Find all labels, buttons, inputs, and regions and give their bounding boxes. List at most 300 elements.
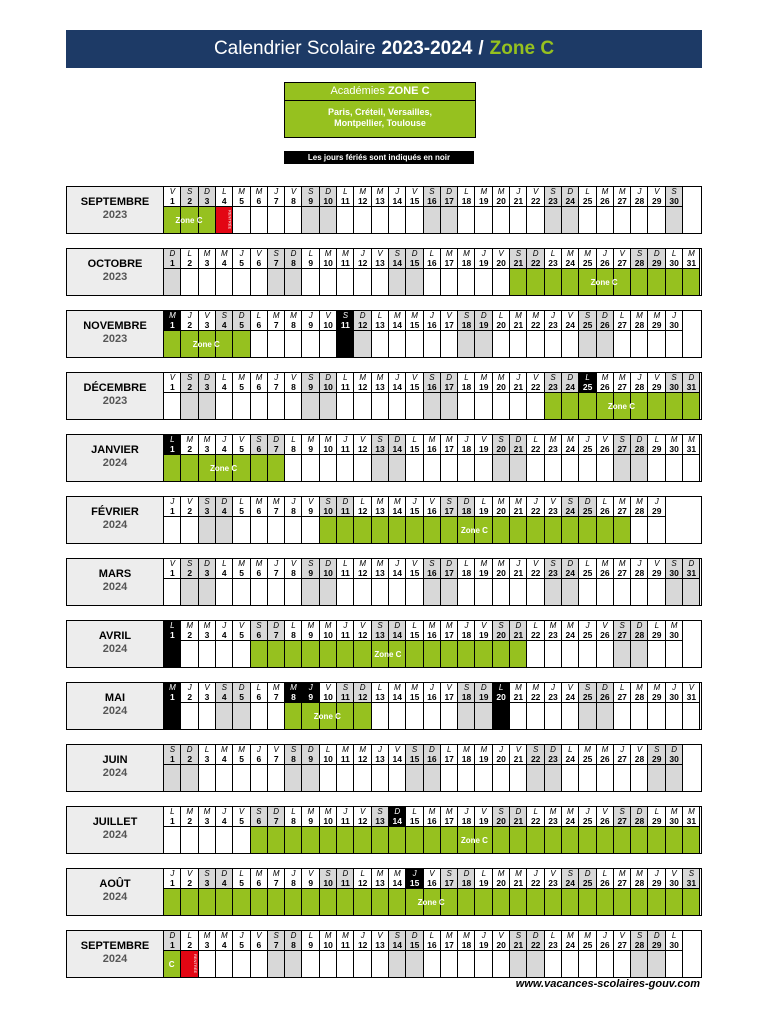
day-cell[interactable] bbox=[336, 373, 354, 419]
day-cell[interactable] bbox=[163, 931, 181, 977]
day-cell[interactable] bbox=[405, 497, 423, 543]
day-cell[interactable] bbox=[301, 559, 319, 605]
day-cell[interactable] bbox=[232, 187, 250, 233]
day-cell[interactable] bbox=[509, 683, 527, 729]
day-cell[interactable] bbox=[319, 745, 337, 791]
day-cell[interactable] bbox=[423, 869, 441, 915]
day-cell[interactable] bbox=[630, 497, 648, 543]
day-cell[interactable] bbox=[561, 497, 579, 543]
day-cell[interactable] bbox=[336, 435, 354, 481]
day-cell[interactable] bbox=[319, 621, 337, 667]
day-cell[interactable] bbox=[180, 931, 198, 977]
day-cell[interactable] bbox=[284, 187, 302, 233]
day-cell[interactable] bbox=[509, 497, 527, 543]
day-cell[interactable] bbox=[630, 683, 648, 729]
day-cell[interactable] bbox=[613, 869, 631, 915]
day-cell[interactable] bbox=[301, 187, 319, 233]
day-cell[interactable] bbox=[267, 187, 285, 233]
day-cell[interactable] bbox=[596, 373, 614, 419]
day-cell[interactable] bbox=[474, 745, 492, 791]
day-cell[interactable] bbox=[509, 869, 527, 915]
day-cell[interactable] bbox=[319, 311, 337, 357]
day-cell[interactable] bbox=[613, 745, 631, 791]
day-cell[interactable] bbox=[423, 559, 441, 605]
day-cell[interactable] bbox=[561, 683, 579, 729]
day-cell[interactable] bbox=[647, 869, 665, 915]
day-cell[interactable] bbox=[198, 621, 216, 667]
day-cell[interactable] bbox=[353, 745, 371, 791]
day-cell[interactable] bbox=[301, 683, 319, 729]
day-cell[interactable] bbox=[509, 559, 527, 605]
day-cell[interactable] bbox=[371, 249, 389, 295]
day-cell[interactable] bbox=[457, 187, 475, 233]
day-cell[interactable] bbox=[319, 373, 337, 419]
day-cell[interactable] bbox=[630, 931, 648, 977]
day-cell[interactable] bbox=[180, 559, 198, 605]
day-cell[interactable] bbox=[198, 497, 216, 543]
day-cell[interactable] bbox=[457, 683, 475, 729]
day-cell[interactable] bbox=[474, 187, 492, 233]
day-cell[interactable] bbox=[423, 373, 441, 419]
day-cell[interactable] bbox=[250, 745, 268, 791]
day-cell[interactable] bbox=[647, 311, 665, 357]
day-cell[interactable] bbox=[180, 187, 198, 233]
day-cell[interactable] bbox=[630, 745, 648, 791]
day-cell[interactable] bbox=[371, 621, 389, 667]
day-cell[interactable] bbox=[596, 497, 614, 543]
day-cell[interactable] bbox=[561, 807, 579, 853]
day-cell[interactable] bbox=[163, 559, 181, 605]
day-cell[interactable] bbox=[319, 931, 337, 977]
day-cell[interactable] bbox=[440, 187, 458, 233]
day-cell[interactable] bbox=[163, 187, 181, 233]
day-cell[interactable] bbox=[371, 745, 389, 791]
day-cell[interactable] bbox=[682, 683, 700, 729]
day-cell[interactable] bbox=[561, 311, 579, 357]
day-cell[interactable] bbox=[284, 373, 302, 419]
day-cell[interactable] bbox=[596, 435, 614, 481]
day-cell[interactable] bbox=[544, 931, 562, 977]
day-cell[interactable] bbox=[232, 869, 250, 915]
day-cell[interactable] bbox=[474, 931, 492, 977]
day-cell[interactable] bbox=[198, 435, 216, 481]
day-cell[interactable] bbox=[232, 931, 250, 977]
day-cell[interactable] bbox=[440, 311, 458, 357]
day-cell[interactable] bbox=[388, 807, 406, 853]
day-cell[interactable] bbox=[163, 249, 181, 295]
day-cell[interactable] bbox=[596, 807, 614, 853]
day-cell[interactable] bbox=[578, 187, 596, 233]
day-cell[interactable] bbox=[526, 621, 544, 667]
day-cell[interactable] bbox=[526, 683, 544, 729]
day-cell[interactable] bbox=[423, 807, 441, 853]
day-cell[interactable] bbox=[578, 683, 596, 729]
day-cell[interactable] bbox=[198, 249, 216, 295]
day-cell[interactable] bbox=[526, 373, 544, 419]
day-cell[interactable] bbox=[198, 807, 216, 853]
day-cell[interactable] bbox=[267, 435, 285, 481]
day-cell[interactable] bbox=[250, 311, 268, 357]
day-cell[interactable] bbox=[405, 311, 423, 357]
day-cell[interactable] bbox=[509, 435, 527, 481]
day-cell[interactable] bbox=[180, 869, 198, 915]
day-cell[interactable] bbox=[163, 497, 181, 543]
day-cell[interactable] bbox=[630, 373, 648, 419]
day-cell[interactable] bbox=[267, 497, 285, 543]
day-cell[interactable] bbox=[423, 621, 441, 667]
day-cell[interactable] bbox=[284, 249, 302, 295]
day-cell[interactable] bbox=[353, 187, 371, 233]
day-cell[interactable] bbox=[492, 683, 510, 729]
day-cell[interactable] bbox=[457, 869, 475, 915]
day-cell[interactable] bbox=[647, 807, 665, 853]
day-cell[interactable] bbox=[474, 807, 492, 853]
day-cell[interactable] bbox=[336, 745, 354, 791]
day-cell[interactable] bbox=[336, 559, 354, 605]
day-cell[interactable] bbox=[250, 869, 268, 915]
day-cell[interactable] bbox=[613, 559, 631, 605]
day-cell[interactable] bbox=[492, 311, 510, 357]
day-cell[interactable] bbox=[682, 807, 700, 853]
day-cell[interactable] bbox=[544, 869, 562, 915]
day-cell[interactable] bbox=[232, 559, 250, 605]
day-cell[interactable] bbox=[613, 373, 631, 419]
day-cell[interactable] bbox=[163, 373, 181, 419]
day-cell[interactable] bbox=[163, 683, 181, 729]
day-cell[interactable] bbox=[647, 435, 665, 481]
day-cell[interactable] bbox=[353, 807, 371, 853]
day-cell[interactable] bbox=[215, 373, 233, 419]
day-cell[interactable] bbox=[215, 745, 233, 791]
day-cell[interactable] bbox=[215, 683, 233, 729]
day-cell[interactable] bbox=[665, 187, 683, 233]
day-cell[interactable] bbox=[319, 559, 337, 605]
day-cell[interactable] bbox=[596, 683, 614, 729]
day-cell[interactable] bbox=[596, 931, 614, 977]
day-cell[interactable] bbox=[301, 435, 319, 481]
day-cell[interactable] bbox=[492, 559, 510, 605]
day-cell[interactable] bbox=[250, 435, 268, 481]
day-cell[interactable] bbox=[301, 249, 319, 295]
day-cell[interactable] bbox=[578, 435, 596, 481]
day-cell[interactable] bbox=[457, 497, 475, 543]
day-cell[interactable] bbox=[440, 745, 458, 791]
day-cell[interactable] bbox=[544, 621, 562, 667]
day-cell[interactable] bbox=[319, 435, 337, 481]
day-cell[interactable] bbox=[284, 621, 302, 667]
day-cell[interactable] bbox=[457, 931, 475, 977]
day-cell[interactable] bbox=[423, 187, 441, 233]
day-cell[interactable] bbox=[474, 311, 492, 357]
day-cell[interactable] bbox=[284, 311, 302, 357]
day-cell[interactable] bbox=[371, 559, 389, 605]
day-cell[interactable] bbox=[232, 621, 250, 667]
day-cell[interactable] bbox=[353, 311, 371, 357]
day-cell[interactable] bbox=[215, 807, 233, 853]
day-cell[interactable] bbox=[596, 559, 614, 605]
day-cell[interactable] bbox=[198, 683, 216, 729]
day-cell[interactable] bbox=[371, 435, 389, 481]
day-cell[interactable] bbox=[388, 187, 406, 233]
day-cell[interactable] bbox=[353, 621, 371, 667]
day-cell[interactable] bbox=[526, 745, 544, 791]
day-cell[interactable] bbox=[596, 869, 614, 915]
day-cell[interactable] bbox=[613, 311, 631, 357]
day-cell[interactable] bbox=[440, 683, 458, 729]
day-cell[interactable] bbox=[665, 559, 683, 605]
day-cell[interactable] bbox=[509, 621, 527, 667]
day-cell[interactable] bbox=[647, 931, 665, 977]
day-cell[interactable] bbox=[371, 187, 389, 233]
day-cell[interactable] bbox=[474, 559, 492, 605]
day-cell[interactable] bbox=[509, 807, 527, 853]
day-cell[interactable] bbox=[440, 249, 458, 295]
day-cell[interactable] bbox=[336, 311, 354, 357]
day-cell[interactable] bbox=[301, 745, 319, 791]
day-cell[interactable] bbox=[544, 807, 562, 853]
day-cell[interactable] bbox=[440, 435, 458, 481]
day-cell[interactable] bbox=[561, 621, 579, 667]
day-cell[interactable] bbox=[578, 497, 596, 543]
day-cell[interactable] bbox=[561, 869, 579, 915]
day-cell[interactable] bbox=[198, 187, 216, 233]
footer-url[interactable]: www.vacances-scolaires-gouv.com bbox=[515, 978, 700, 990]
day-cell[interactable] bbox=[665, 745, 683, 791]
day-cell[interactable] bbox=[630, 869, 648, 915]
day-cell[interactable] bbox=[665, 807, 683, 853]
day-cell[interactable] bbox=[423, 683, 441, 729]
day-cell[interactable] bbox=[353, 683, 371, 729]
day-cell[interactable] bbox=[371, 311, 389, 357]
day-cell[interactable] bbox=[682, 559, 700, 605]
day-cell[interactable] bbox=[665, 931, 683, 977]
day-cell[interactable] bbox=[561, 931, 579, 977]
day-cell[interactable] bbox=[267, 621, 285, 667]
day-cell[interactable] bbox=[353, 931, 371, 977]
day-cell[interactable] bbox=[388, 559, 406, 605]
day-cell[interactable] bbox=[232, 373, 250, 419]
day-cell[interactable] bbox=[423, 931, 441, 977]
day-cell[interactable] bbox=[544, 559, 562, 605]
day-cell[interactable] bbox=[388, 869, 406, 915]
day-cell[interactable] bbox=[284, 931, 302, 977]
day-cell[interactable] bbox=[336, 869, 354, 915]
day-cell[interactable] bbox=[665, 683, 683, 729]
day-cell[interactable] bbox=[267, 249, 285, 295]
day-cell[interactable] bbox=[198, 311, 216, 357]
day-cell[interactable] bbox=[630, 435, 648, 481]
day-cell[interactable] bbox=[353, 249, 371, 295]
day-cell[interactable] bbox=[526, 559, 544, 605]
day-cell[interactable] bbox=[665, 373, 683, 419]
day-cell[interactable] bbox=[250, 807, 268, 853]
day-cell[interactable] bbox=[405, 931, 423, 977]
day-cell[interactable] bbox=[284, 559, 302, 605]
day-cell[interactable] bbox=[647, 497, 665, 543]
day-cell[interactable] bbox=[423, 435, 441, 481]
day-cell[interactable] bbox=[319, 497, 337, 543]
day-cell[interactable] bbox=[474, 435, 492, 481]
day-cell[interactable] bbox=[457, 311, 475, 357]
day-cell[interactable] bbox=[250, 683, 268, 729]
day-cell[interactable] bbox=[474, 621, 492, 667]
day-cell[interactable] bbox=[526, 869, 544, 915]
day-cell[interactable] bbox=[630, 311, 648, 357]
day-cell[interactable] bbox=[613, 931, 631, 977]
day-cell[interactable] bbox=[388, 311, 406, 357]
day-cell[interactable] bbox=[163, 435, 181, 481]
day-cell[interactable] bbox=[492, 745, 510, 791]
day-cell[interactable] bbox=[613, 683, 631, 729]
day-cell[interactable] bbox=[613, 497, 631, 543]
day-cell[interactable] bbox=[526, 249, 544, 295]
day-cell[interactable] bbox=[353, 435, 371, 481]
day-cell[interactable] bbox=[284, 745, 302, 791]
day-cell[interactable] bbox=[336, 187, 354, 233]
day-cell[interactable] bbox=[440, 807, 458, 853]
day-cell[interactable] bbox=[405, 869, 423, 915]
day-cell[interactable] bbox=[596, 249, 614, 295]
day-cell[interactable] bbox=[232, 435, 250, 481]
day-cell[interactable] bbox=[647, 187, 665, 233]
day-cell[interactable] bbox=[509, 745, 527, 791]
day-cell[interactable] bbox=[474, 683, 492, 729]
day-cell[interactable] bbox=[405, 435, 423, 481]
day-cell[interactable] bbox=[509, 249, 527, 295]
day-cell[interactable] bbox=[388, 435, 406, 481]
day-cell[interactable] bbox=[665, 435, 683, 481]
day-cell[interactable] bbox=[423, 249, 441, 295]
day-cell[interactable] bbox=[457, 745, 475, 791]
day-cell[interactable] bbox=[526, 497, 544, 543]
day-cell[interactable] bbox=[647, 249, 665, 295]
day-cell[interactable] bbox=[440, 497, 458, 543]
day-cell[interactable] bbox=[613, 435, 631, 481]
day-cell[interactable] bbox=[509, 311, 527, 357]
day-cell[interactable] bbox=[596, 745, 614, 791]
day-cell[interactable] bbox=[388, 249, 406, 295]
day-cell[interactable] bbox=[371, 683, 389, 729]
day-cell[interactable] bbox=[388, 931, 406, 977]
day-cell[interactable] bbox=[371, 869, 389, 915]
day-cell[interactable] bbox=[284, 869, 302, 915]
day-cell[interactable] bbox=[561, 559, 579, 605]
day-cell[interactable] bbox=[682, 435, 700, 481]
day-cell[interactable] bbox=[180, 683, 198, 729]
day-cell[interactable] bbox=[474, 497, 492, 543]
day-cell[interactable] bbox=[526, 931, 544, 977]
day-cell[interactable] bbox=[215, 621, 233, 667]
day-cell[interactable] bbox=[388, 373, 406, 419]
day-cell[interactable] bbox=[509, 187, 527, 233]
day-cell[interactable] bbox=[232, 683, 250, 729]
day-cell[interactable] bbox=[492, 869, 510, 915]
day-cell[interactable] bbox=[561, 435, 579, 481]
day-cell[interactable] bbox=[250, 621, 268, 667]
day-cell[interactable] bbox=[336, 931, 354, 977]
day-cell[interactable] bbox=[163, 807, 181, 853]
day-cell[interactable] bbox=[405, 187, 423, 233]
day-cell[interactable] bbox=[665, 311, 683, 357]
day-cell[interactable] bbox=[250, 497, 268, 543]
day-cell[interactable] bbox=[544, 497, 562, 543]
day-cell[interactable] bbox=[492, 249, 510, 295]
day-cell[interactable] bbox=[457, 621, 475, 667]
day-cell[interactable] bbox=[526, 187, 544, 233]
day-cell[interactable] bbox=[319, 869, 337, 915]
day-cell[interactable] bbox=[613, 807, 631, 853]
day-cell[interactable] bbox=[405, 559, 423, 605]
day-cell[interactable] bbox=[405, 621, 423, 667]
day-cell[interactable] bbox=[561, 187, 579, 233]
day-cell[interactable] bbox=[353, 497, 371, 543]
day-cell[interactable] bbox=[665, 869, 683, 915]
day-cell[interactable] bbox=[163, 869, 181, 915]
day-cell[interactable] bbox=[578, 807, 596, 853]
day-cell[interactable] bbox=[284, 497, 302, 543]
day-cell[interactable] bbox=[544, 435, 562, 481]
day-cell[interactable] bbox=[319, 187, 337, 233]
day-cell[interactable] bbox=[371, 373, 389, 419]
day-cell[interactable] bbox=[630, 249, 648, 295]
day-cell[interactable] bbox=[215, 187, 233, 233]
day-cell[interactable] bbox=[353, 373, 371, 419]
day-cell[interactable] bbox=[509, 373, 527, 419]
day-cell[interactable] bbox=[215, 869, 233, 915]
day-cell[interactable] bbox=[423, 311, 441, 357]
day-cell[interactable] bbox=[440, 559, 458, 605]
day-cell[interactable] bbox=[336, 807, 354, 853]
day-cell[interactable] bbox=[405, 249, 423, 295]
day-cell[interactable] bbox=[578, 745, 596, 791]
day-cell[interactable] bbox=[492, 435, 510, 481]
day-cell[interactable] bbox=[232, 497, 250, 543]
day-cell[interactable] bbox=[180, 311, 198, 357]
day-cell[interactable] bbox=[267, 683, 285, 729]
day-cell[interactable] bbox=[682, 249, 700, 295]
day-cell[interactable] bbox=[336, 497, 354, 543]
day-cell[interactable] bbox=[284, 435, 302, 481]
day-cell[interactable] bbox=[596, 621, 614, 667]
day-cell[interactable] bbox=[250, 931, 268, 977]
day-cell[interactable] bbox=[561, 249, 579, 295]
day-cell[interactable] bbox=[301, 869, 319, 915]
day-cell[interactable] bbox=[440, 373, 458, 419]
day-cell[interactable] bbox=[509, 931, 527, 977]
day-cell[interactable] bbox=[250, 187, 268, 233]
day-cell[interactable] bbox=[405, 373, 423, 419]
day-cell[interactable] bbox=[336, 249, 354, 295]
day-cell[interactable] bbox=[388, 745, 406, 791]
day-cell[interactable] bbox=[596, 311, 614, 357]
day-cell[interactable] bbox=[232, 311, 250, 357]
day-cell[interactable] bbox=[371, 931, 389, 977]
day-cell[interactable] bbox=[388, 497, 406, 543]
day-cell[interactable] bbox=[630, 559, 648, 605]
day-cell[interactable] bbox=[336, 683, 354, 729]
day-cell[interactable] bbox=[163, 745, 181, 791]
day-cell[interactable] bbox=[647, 683, 665, 729]
day-cell[interactable] bbox=[250, 249, 268, 295]
day-cell[interactable] bbox=[198, 869, 216, 915]
day-cell[interactable] bbox=[405, 807, 423, 853]
day-cell[interactable] bbox=[613, 187, 631, 233]
day-cell[interactable] bbox=[405, 745, 423, 791]
day-cell[interactable] bbox=[180, 745, 198, 791]
day-cell[interactable] bbox=[544, 249, 562, 295]
day-cell[interactable] bbox=[319, 807, 337, 853]
day-cell[interactable] bbox=[232, 745, 250, 791]
